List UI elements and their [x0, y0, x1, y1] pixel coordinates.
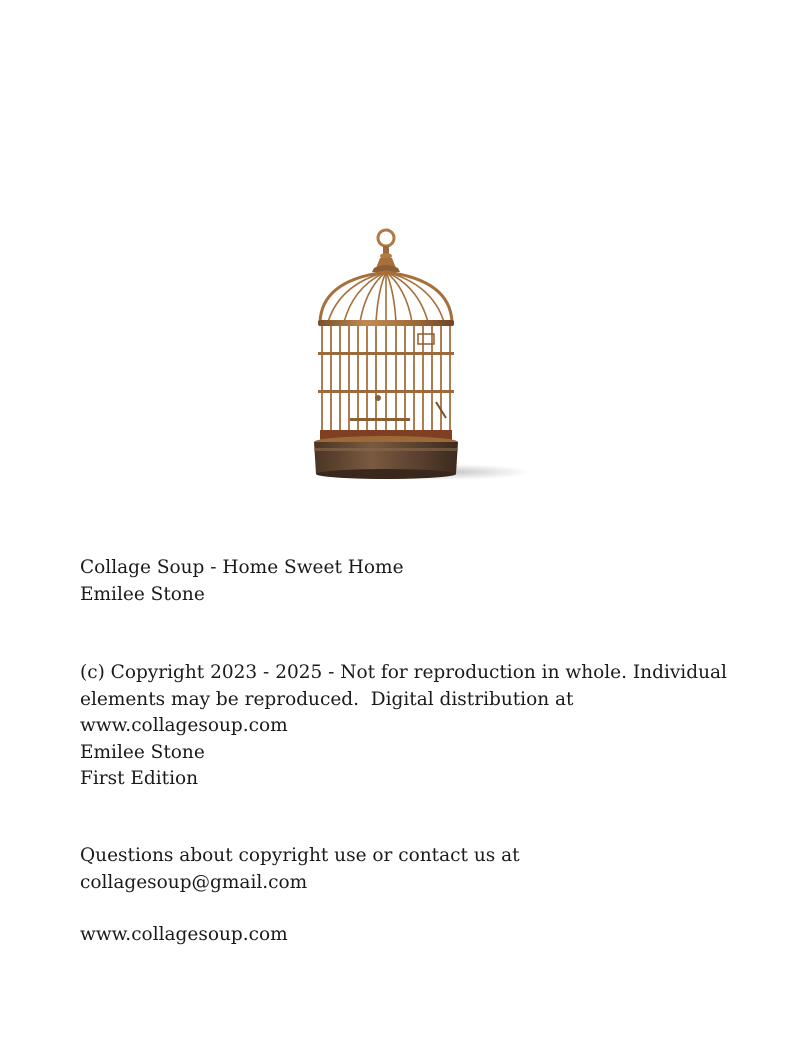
copyright-block	[80, 660, 740, 793]
website-block	[80, 922, 740, 949]
birdcage-icon	[300, 222, 530, 497]
birdcage-image	[300, 222, 530, 497]
copyright-line-2: elements may be reproduced. Digital distribution at	[80, 688, 574, 710]
copyright-author: Emilee Stone	[80, 741, 205, 763]
edition-label: First Edition	[80, 768, 199, 789]
contact-block	[80, 843, 740, 896]
book-author: Emilee Stone	[80, 583, 205, 605]
contact-email: collagesoup@gmail.com	[80, 871, 308, 893]
title-block	[80, 555, 740, 608]
contact-line: Questions about copyright use or contact us at	[80, 845, 520, 866]
website-link: www.collagesoup.com	[80, 924, 288, 945]
copyright-website: www.collagesoup.com	[80, 715, 288, 736]
copyright-line-1: (c) Copyright 2023 - 2025 - Not for reproduction in whole. Individual	[80, 662, 727, 683]
book-title: Collage Soup - Home Sweet Home	[80, 557, 404, 578]
